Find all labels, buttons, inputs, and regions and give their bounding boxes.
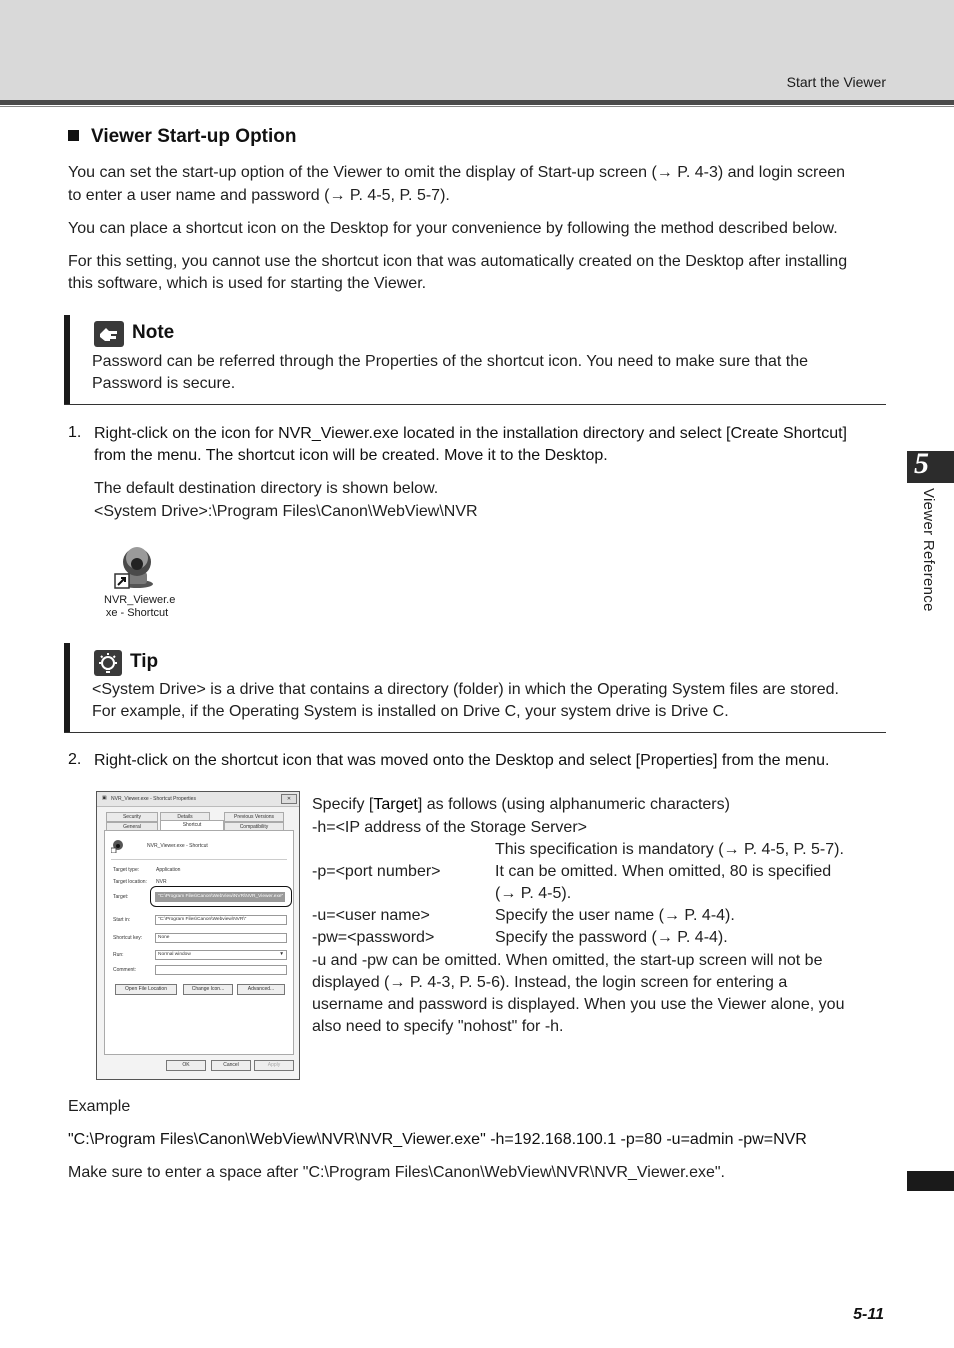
tab-previous-versions[interactable]: Previous Versions [224, 812, 284, 822]
note-line-2: Password is secure. [92, 375, 236, 392]
note-line-1: Password can be referred through the Properties of the shortcut icon. You need to make sure that the [92, 353, 808, 370]
shortcut-key-label: Shortcut key: [113, 935, 143, 941]
run-select[interactable] [155, 950, 287, 960]
note-title: Note [132, 322, 175, 343]
tab-shortcut[interactable]: Shortcut [160, 820, 224, 831]
target-type-value: Application [156, 867, 181, 873]
run-select-value: Normal window [158, 952, 191, 957]
tip-bar [64, 643, 70, 733]
example-remark: Make sure to enter a space after "C:\Program Files\Canon\WebView\NVR\NVR_Viewer.exe". [68, 1164, 725, 1181]
tip-lightbulb-icon [94, 650, 122, 676]
example-command: "C:\Program Files\Canon\WebView\NVR\NVR_Viewer.exe" -h=192.168.100.1 -p=80 -u=admin -pw=NVR [68, 1131, 807, 1148]
spec-intro [312, 794, 730, 816]
advanced-button[interactable]: Advanced... [237, 984, 285, 995]
page-number: 5-11 [853, 1306, 884, 1323]
target-location-value: NVR [156, 879, 167, 885]
dialog-close-icon[interactable]: ✕ [281, 794, 297, 804]
camera-shortcut-icon [113, 544, 159, 590]
note-hand-icon [94, 321, 124, 347]
chapter-title: Viewer Reference [920, 488, 937, 612]
spec-intro-suffix: ] as follows (using alphanumeric characters) [417, 796, 730, 813]
dialog-title: NVR_Viewer.exe - Shortcut Properties [111, 796, 196, 802]
tab-compatibility[interactable]: Compatibility [224, 822, 284, 832]
spec-note-line-1: -u and -pw can be omitted. When omitted, the start-up screen will not be [312, 952, 823, 969]
spec-h-param: -h=<IP address of the Storage Server> [312, 819, 587, 836]
spec-u-param: -u=<user name> [312, 907, 430, 924]
shortcut-icon-label [104, 594, 176, 620]
dialog-camera-icon [111, 839, 125, 853]
spec-h-desc: This specification is mandatory (→ P. 4-5, P. 5-7). [495, 841, 844, 858]
intro-paragraph-3-line-2: this software, which is used for starting the Viewer. [68, 275, 427, 292]
shortcut-key-input[interactable]: None [155, 933, 287, 943]
spec-note-line-3: username and password is displayed. When you use the Viewer alone, you [312, 996, 845, 1013]
tab-security[interactable]: Security [106, 812, 158, 822]
intro-paragraph-1-line-2: to enter a user name and password (→ P. 4-5, P. 5-7). [68, 187, 450, 204]
shortcut-icon-label-line-2: xe - Shortcut [105, 607, 169, 619]
start-in-label: Start in: [113, 917, 131, 923]
target-location-label: Target location: [113, 879, 147, 885]
chevron-down-icon: ▼ [279, 952, 284, 957]
step-1-line-2: from the menu. The shortcut icon will be created. Move it to the Desktop. [94, 447, 608, 464]
spec-u-desc: Specify the user name (→ P. 4-4). [495, 907, 735, 924]
spec-note-line-2: displayed (→ P. 4-3, P. 5-6). Instead, the login screen for entering a [312, 974, 788, 991]
change-icon-button[interactable]: Change Icon... [183, 984, 233, 995]
section-title: Viewer Start-up Option [91, 126, 297, 147]
comment-label: Comment: [113, 967, 137, 973]
shortcut-properties-dialog [96, 791, 300, 1080]
run-label: Run: [113, 952, 124, 958]
chapter-marker [907, 1171, 954, 1191]
example-label: Example [68, 1098, 131, 1115]
dialog-shortcut-name: NVR_Viewer.exe - Shortcut [147, 843, 208, 849]
step-1-detail-2: <System Drive>:\Program Files\Canon\WebView\NVR [94, 503, 478, 520]
note-bottom-rule [64, 404, 886, 405]
target-type-label: Target type: [113, 867, 140, 873]
ok-button[interactable]: OK [166, 1060, 206, 1071]
target-label: Target: [113, 894, 129, 900]
open-file-location-button[interactable]: Open File Location [115, 984, 177, 995]
intro-paragraph-2: You can place a shortcut icon on the Desktop for your convenience by following the method described below. [68, 220, 838, 237]
spec-intro-target: Target [373, 796, 418, 813]
intro-paragraph-1-line-1: You can set the start-up option of the Viewer to omit the display of Start-up screen (→ P. 4-3) and login screen [68, 164, 846, 181]
tip-line-2: For example, if the Operating System is installed on Drive C, your system drive is Drive C. [92, 703, 729, 720]
step-2-text: Right-click on the shortcut icon that was moved onto the Desktop and select [Properties] from the menu. [94, 752, 830, 769]
header-rule-thin [0, 106, 954, 107]
spec-p-desc-2: (→ P. 4-5). [495, 885, 572, 902]
step-2-number: 2. [68, 751, 82, 768]
step-1-number: 1. [68, 424, 82, 441]
header-rule [0, 100, 954, 105]
square-bullet-icon [68, 130, 79, 141]
apply-button[interactable]: Apply [254, 1060, 294, 1071]
step-1-detail-1: The default destination directory is shown below. [94, 480, 439, 497]
note-bar [64, 315, 70, 405]
comment-input[interactable] [155, 965, 287, 975]
target-input[interactable]: "C:\Program Files\Canon\WebView\NVR\NVR_Viewer.exe" [155, 892, 285, 902]
running-header: Start the Viewer [786, 74, 886, 90]
dialog-app-icon: ▣ [102, 795, 107, 801]
spec-pw-desc: Specify the password (→ P. 4-4). [495, 929, 728, 946]
spec-pw-param: -pw=<password> [312, 929, 435, 946]
start-in-input[interactable]: "C:\Program Files\Canon\Webview\NVR\" [155, 915, 287, 925]
tip-line-1: <System Drive> is a drive that contains a directory (folder) in which the Operating System files are stored. [92, 681, 839, 698]
dialog-divider [111, 859, 287, 860]
spec-p-param: -p=<port number> [312, 863, 441, 880]
tip-bottom-rule [64, 732, 886, 733]
spec-p-desc-1: It can be omitted. When omitted, 80 is specified [495, 863, 832, 880]
dialog-titlebar [97, 792, 299, 807]
tab-general[interactable]: General [106, 822, 158, 832]
cancel-button[interactable]: Cancel [211, 1060, 251, 1071]
tip-title: Tip [130, 651, 159, 672]
dialog-shortcut-panel [104, 830, 294, 1055]
spec-note-line-4: also need to specify "nohost" for -h. [312, 1018, 564, 1035]
target-highlight-ring [150, 886, 292, 907]
shortcut-icon-label-line-1: NVR_Viewer.e [104, 594, 176, 606]
section-heading [68, 126, 297, 148]
intro-paragraph-3-line-1: For this setting, you cannot use the shortcut icon that was automatically created on the Desktop after installing [68, 253, 848, 270]
spec-intro-prefix: Specify [ [312, 796, 374, 813]
step-1-line-1: Right-click on the icon for NVR_Viewer.exe located in the installation directory and select [Create Shortcut] [94, 425, 847, 442]
tab-details[interactable]: Details [160, 812, 210, 822]
chapter-number: 5 [914, 447, 929, 480]
